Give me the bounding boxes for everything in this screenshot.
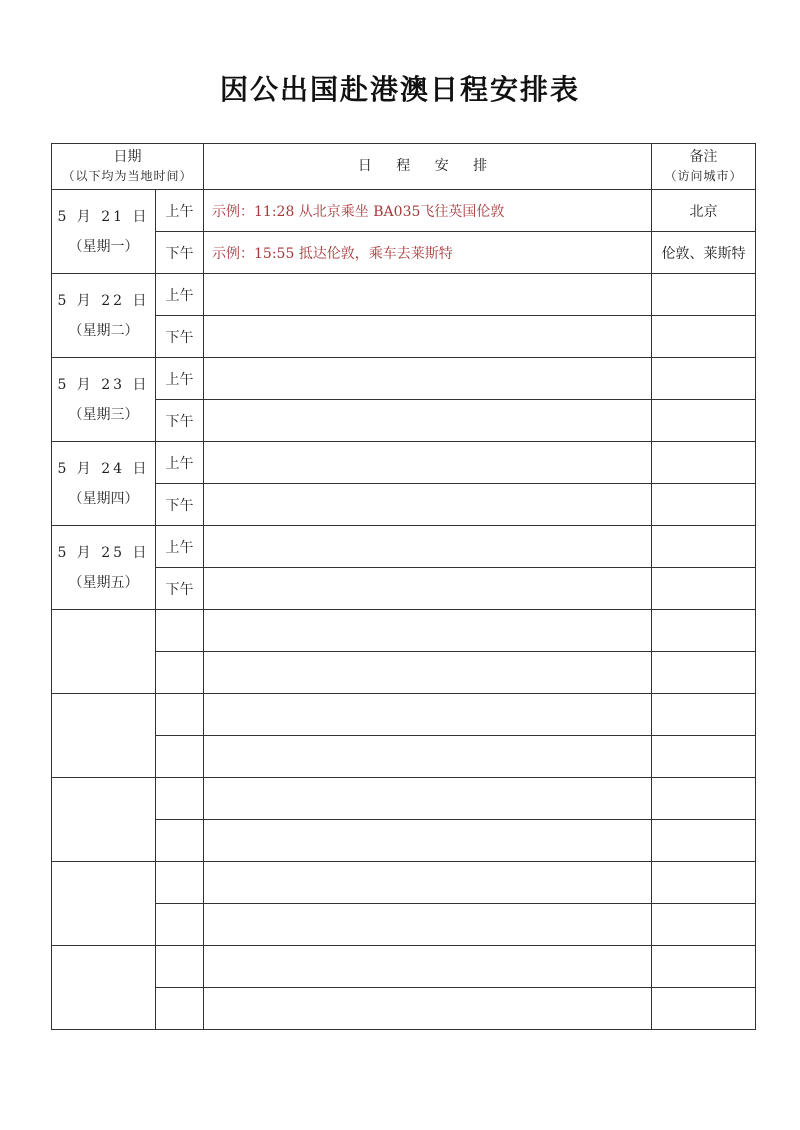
date-cell bbox=[52, 694, 156, 778]
table-row bbox=[52, 568, 756, 610]
schedule-pm[interactable] bbox=[204, 736, 652, 778]
note-pm[interactable] bbox=[652, 316, 756, 358]
period-am: 上午 bbox=[156, 442, 204, 484]
table-row bbox=[52, 694, 756, 736]
date-text: 5 月 24 日 bbox=[57, 460, 150, 477]
table-row bbox=[52, 484, 756, 526]
table-row bbox=[52, 946, 756, 988]
date-cell bbox=[52, 190, 156, 274]
schedule-pm[interactable] bbox=[204, 400, 652, 442]
schedule-pm[interactable] bbox=[204, 484, 652, 526]
schedule-pm[interactable]: 示例：15:55 抵达伦敦，乘车去莱斯特 bbox=[204, 232, 652, 274]
schedule-am[interactable] bbox=[204, 442, 652, 484]
schedule-am[interactable] bbox=[204, 694, 652, 736]
period-am: 上午 bbox=[156, 358, 204, 400]
table-row bbox=[52, 904, 756, 946]
header-row bbox=[52, 144, 756, 190]
table-row bbox=[52, 316, 756, 358]
date-cell bbox=[52, 358, 156, 442]
period-am: 上午 bbox=[156, 274, 204, 316]
note-am[interactable] bbox=[652, 610, 756, 652]
date-header bbox=[52, 144, 204, 190]
table-row bbox=[52, 274, 756, 316]
weekday-text: （星期四） bbox=[68, 490, 139, 507]
note-am[interactable] bbox=[652, 862, 756, 904]
note-header-sub: （访问城市） bbox=[664, 168, 743, 183]
period-pm bbox=[156, 820, 204, 862]
note-pm[interactable] bbox=[652, 484, 756, 526]
note-am[interactable] bbox=[652, 778, 756, 820]
period-pm: 下午 bbox=[156, 568, 204, 610]
date-cell bbox=[52, 442, 156, 526]
table-row bbox=[52, 400, 756, 442]
note-header-label: 备注 bbox=[689, 148, 718, 165]
schedule-am[interactable] bbox=[204, 526, 652, 568]
weekday-text: （星期一） bbox=[68, 238, 139, 255]
schedule-pm[interactable] bbox=[204, 652, 652, 694]
note-pm[interactable] bbox=[652, 400, 756, 442]
note-pm[interactable] bbox=[652, 652, 756, 694]
note-pm[interactable] bbox=[652, 988, 756, 1030]
schedule-pm[interactable] bbox=[204, 988, 652, 1030]
date-header-sub: （以下均为当地时间） bbox=[62, 168, 193, 183]
note-am[interactable] bbox=[652, 526, 756, 568]
period-pm bbox=[156, 736, 204, 778]
period-am: 上午 bbox=[156, 190, 204, 232]
note-pm[interactable] bbox=[652, 736, 756, 778]
date-header-label: 日期 bbox=[113, 148, 142, 165]
date-cell bbox=[52, 610, 156, 694]
table-row bbox=[52, 358, 756, 400]
note-pm[interactable] bbox=[652, 904, 756, 946]
schedule-am[interactable] bbox=[204, 946, 652, 988]
schedule-pm[interactable] bbox=[204, 316, 652, 358]
date-text: 5 月 21 日 bbox=[57, 208, 150, 225]
period-pm bbox=[156, 904, 204, 946]
table-row bbox=[52, 820, 756, 862]
note-header bbox=[652, 144, 756, 190]
note-am[interactable]: 北京 bbox=[652, 190, 756, 232]
date-text: 5 月 23 日 bbox=[57, 376, 150, 393]
table-row bbox=[52, 988, 756, 1030]
schedule-am[interactable]: 示例：11:28 从北京乘坐 BA035飞往英国伦敦 bbox=[204, 190, 652, 232]
date-cell bbox=[52, 778, 156, 862]
page-title: 因公出国赴港澳日程安排表 bbox=[219, 73, 580, 106]
note-am[interactable] bbox=[652, 358, 756, 400]
note-am[interactable] bbox=[652, 274, 756, 316]
weekday-text: （星期五） bbox=[68, 574, 139, 591]
period-am bbox=[156, 778, 204, 820]
table-row bbox=[52, 526, 756, 568]
period-am bbox=[156, 610, 204, 652]
period-am: 上午 bbox=[156, 526, 204, 568]
period-pm bbox=[156, 652, 204, 694]
period-pm: 下午 bbox=[156, 484, 204, 526]
weekday-text: （星期三） bbox=[68, 406, 139, 423]
table-row bbox=[52, 736, 756, 778]
note-pm[interactable] bbox=[652, 568, 756, 610]
table-row bbox=[52, 442, 756, 484]
schedule-am[interactable] bbox=[204, 862, 652, 904]
schedule-am[interactable] bbox=[204, 358, 652, 400]
schedule-table bbox=[51, 143, 756, 1030]
date-text: 5 月 25 日 bbox=[57, 544, 150, 561]
note-am[interactable] bbox=[652, 442, 756, 484]
schedule-am[interactable] bbox=[204, 778, 652, 820]
date-cell bbox=[52, 526, 156, 610]
table-row bbox=[52, 862, 756, 904]
schedule-pm[interactable] bbox=[204, 904, 652, 946]
period-pm: 下午 bbox=[156, 316, 204, 358]
note-pm[interactable] bbox=[652, 820, 756, 862]
date-cell bbox=[52, 946, 156, 1030]
table-row bbox=[52, 610, 756, 652]
period-pm: 下午 bbox=[156, 400, 204, 442]
note-pm[interactable]: 伦敦、莱斯特 bbox=[652, 232, 756, 274]
period-am bbox=[156, 946, 204, 988]
schedule-am[interactable] bbox=[204, 610, 652, 652]
schedule-header-label: 日 程 安 排 bbox=[357, 158, 498, 174]
table-row bbox=[52, 652, 756, 694]
schedule-header bbox=[204, 144, 652, 190]
date-cell bbox=[52, 274, 156, 358]
table-row bbox=[52, 190, 756, 232]
weekday-text: （星期二） bbox=[68, 322, 139, 339]
note-am[interactable] bbox=[652, 946, 756, 988]
period-am bbox=[156, 862, 204, 904]
schedule-pm[interactable] bbox=[204, 820, 652, 862]
table-row bbox=[52, 232, 756, 274]
schedule-pm[interactable] bbox=[204, 568, 652, 610]
period-pm bbox=[156, 988, 204, 1030]
period-am bbox=[156, 694, 204, 736]
note-am[interactable] bbox=[652, 694, 756, 736]
date-cell bbox=[52, 862, 156, 946]
schedule-am[interactable] bbox=[204, 274, 652, 316]
table-row bbox=[52, 778, 756, 820]
date-text: 5 月 22 日 bbox=[57, 292, 150, 309]
period-pm: 下午 bbox=[156, 232, 204, 274]
